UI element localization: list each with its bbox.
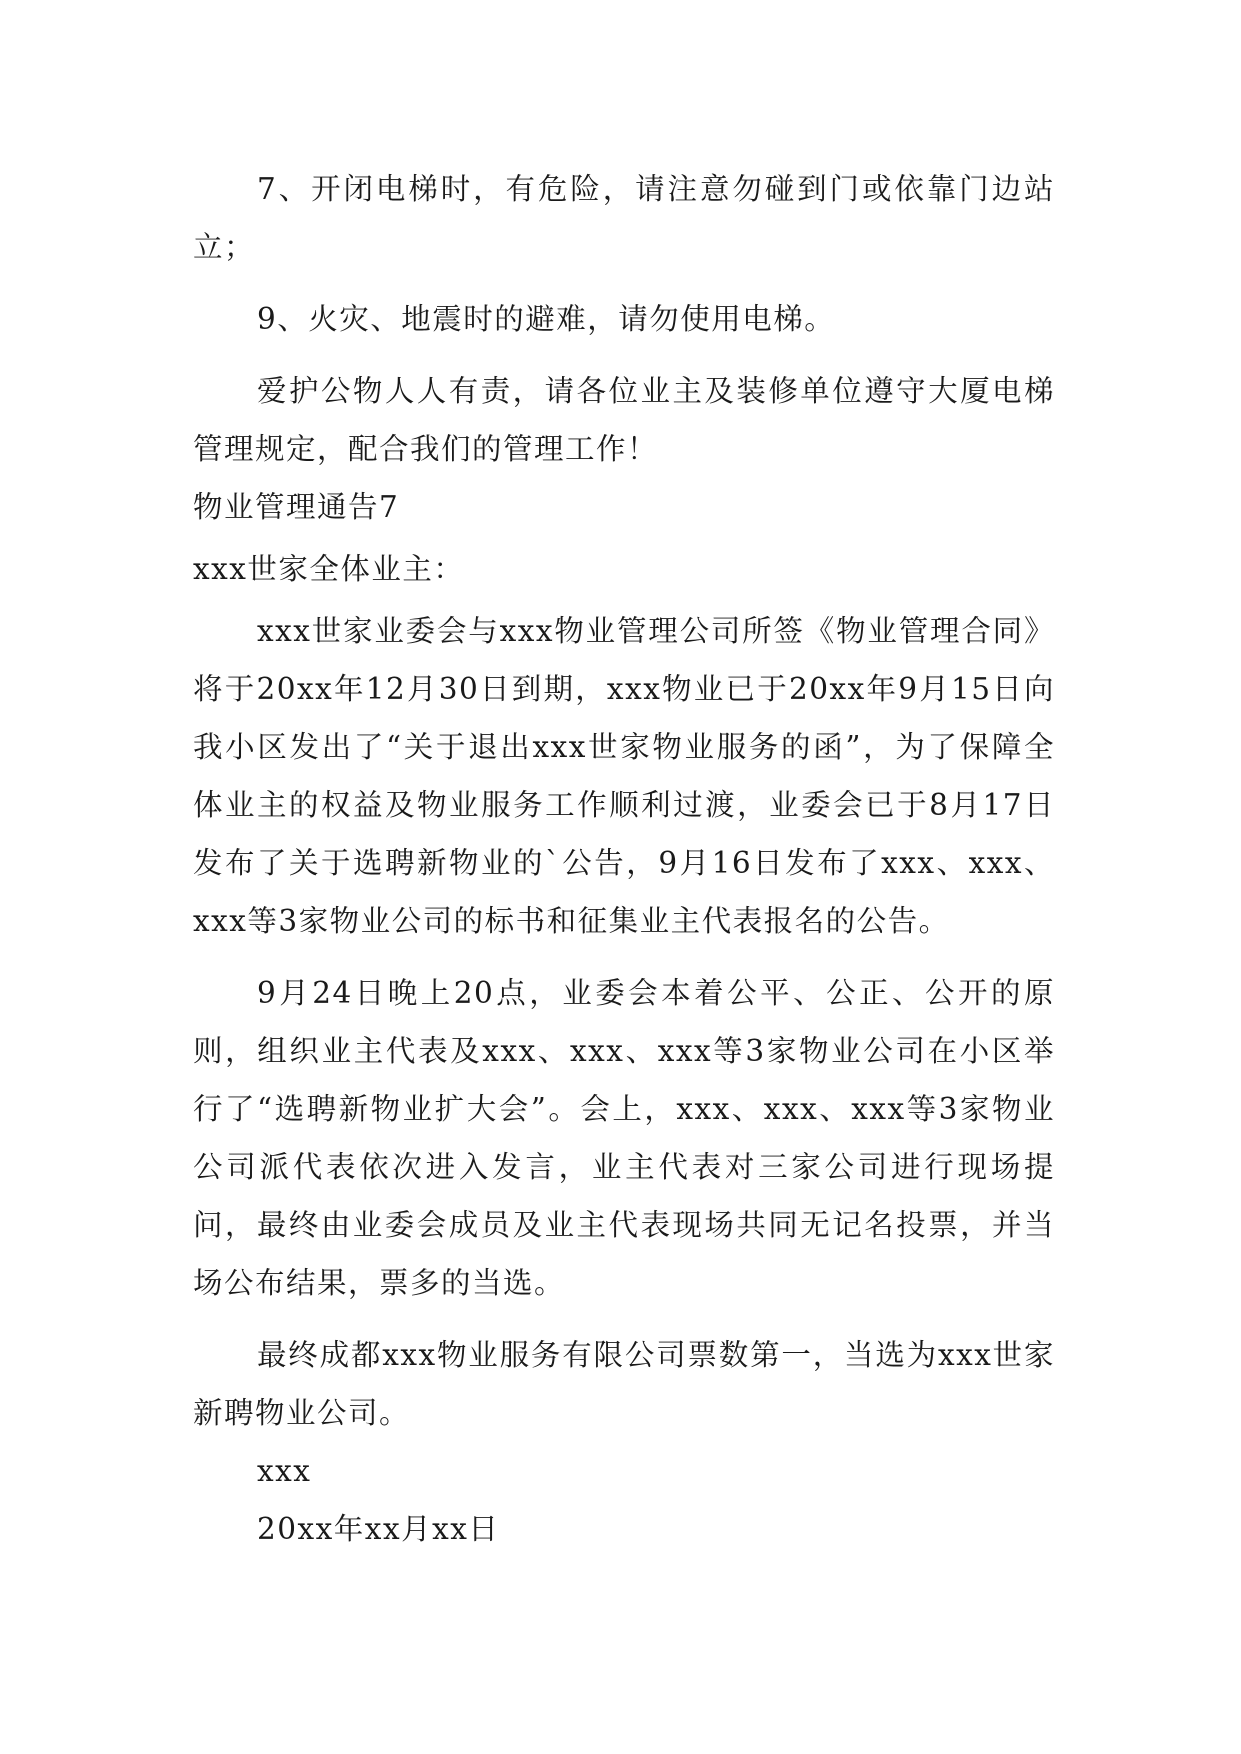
body-paragraph: xxx世家业委会与xxx物业管理公司所签《物业管理合同》将于20xx年12月30日到期，xxx物业已于20xx年9月15日向我小区发出了“关于退出xxx世家物业服务的函”，为了保障全体业主的权益及物业服务工作顺利过渡，业委会已于8月17日发布了关于选聘新物业的`公告，9月16日发布了xxx、xxx、xxx等3家物业公司的标书和征集业主代表报名的公告。 — [193, 614, 1055, 938]
closing-paragraph: 爱护公物人人有责，请各位业主及装修单位遵守大厦电梯管理规定，配合我们的管理工作！ — [193, 374, 1055, 466]
notice-title: 物业管理通告7 — [193, 490, 400, 524]
salutation: xxx世家全体业主： — [193, 552, 465, 586]
signature-date: 20xx年xx月xx日 — [257, 1512, 500, 1546]
rule-item-9: 9、火灾、地震时的避难，请勿使用电梯。 — [257, 302, 836, 336]
signature: xxx — [257, 1454, 312, 1488]
body-paragraph: 最终成都xxx物业服务有限公司票数第一，当选为xxx世家新聘物业公司。 — [193, 1338, 1055, 1430]
body-paragraph: 9月24日晚上20点，业委会本着公平、公正、公开的原则，组织业主代表及xxx、xxx、xxx等3家物业公司在小区举行了“选聘新物业扩大会”。会上，xxx、xxx、xxx等3家物业公司派代表依次进入发言，业主代表对三家公司进行现场提问，最终由业委会成员及业主代表现场共同无记名投票，并当场公布结果，票多的当选。 — [193, 976, 1055, 1300]
document-content — [193, 160, 1055, 1558]
rule-item-7: 7、开闭电梯时，有危险，请注意勿碰到门或依靠门边站立； — [193, 172, 1055, 264]
